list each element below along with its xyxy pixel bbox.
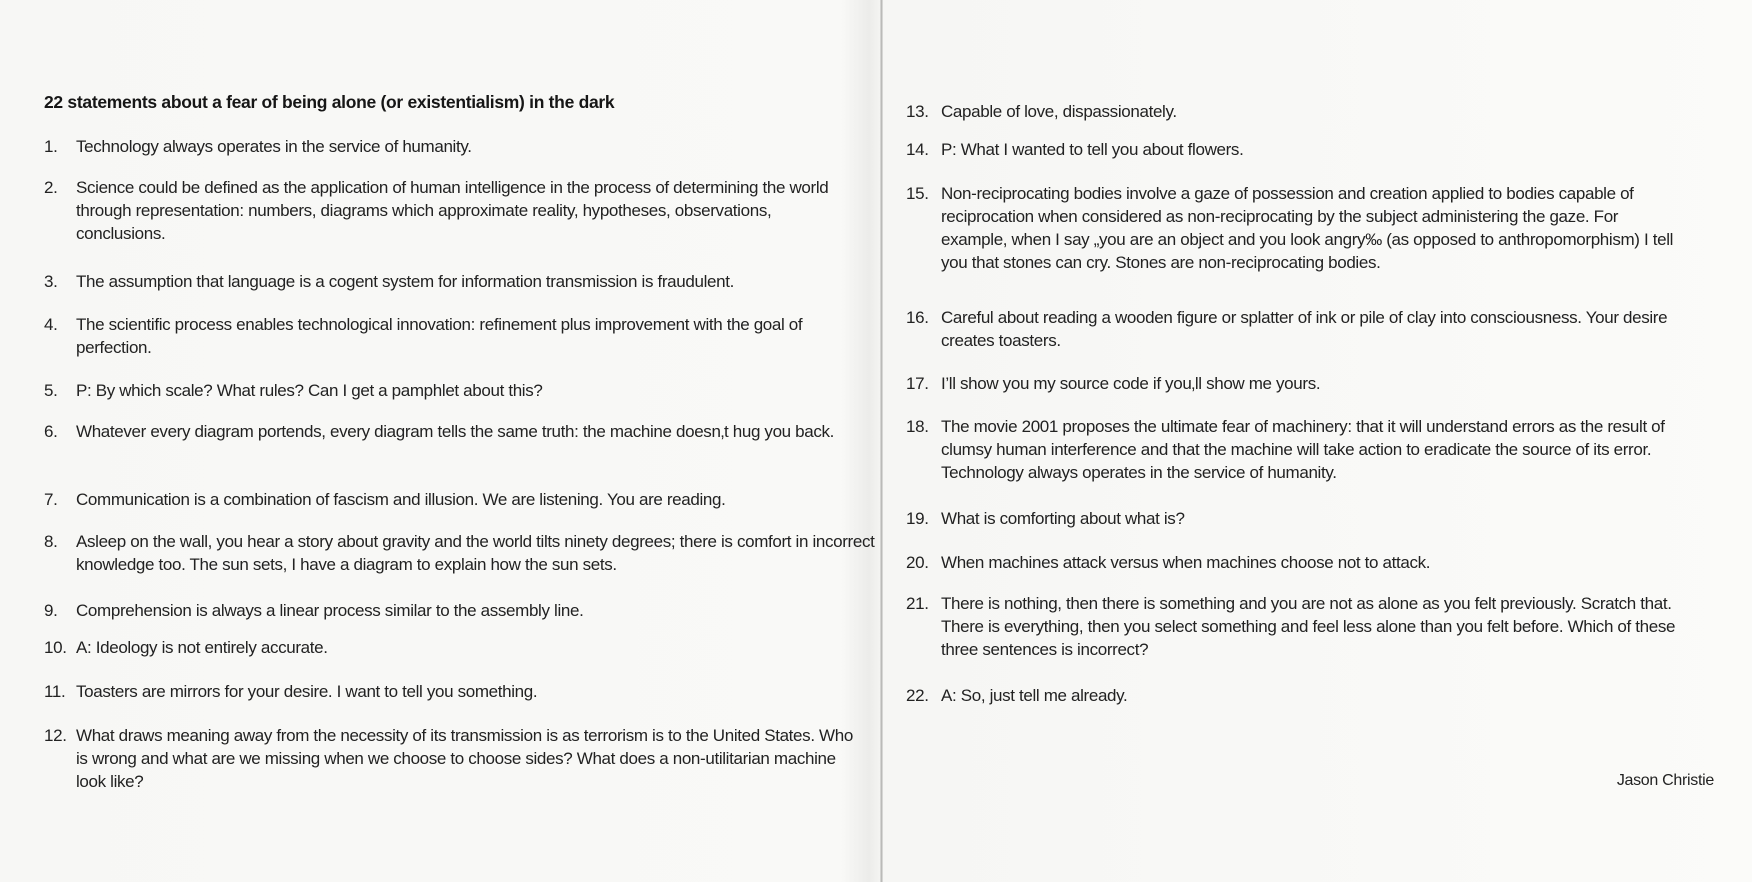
statement-number: 20. xyxy=(906,553,929,572)
statement-text: A: So, just tell me already. xyxy=(941,686,1128,705)
statement-21 xyxy=(906,592,1676,661)
statement-text: P: By which scale? What rules? Can I get a pamphlet about this? xyxy=(76,381,543,400)
statement-text: Toasters are mirrors for your desire. I want to tell you something. xyxy=(76,682,538,701)
statement-17 xyxy=(906,372,1696,395)
statement-text: P: What I wanted to tell you about flowers. xyxy=(941,140,1244,159)
statement-number: 5. xyxy=(44,381,58,400)
statement-19 xyxy=(906,507,1696,530)
statement-12 xyxy=(44,724,864,793)
statement-text: Whatever every diagram portends, every diagram tells the same truth: the machine doesn‚t hug you back. xyxy=(76,422,835,441)
statement-text: The assumption that language is a cogent system for information transmission is fraudulent. xyxy=(76,272,734,291)
statement-text: The scientific process enables technological innovation: refinement plus improvement with the goal of perfection. xyxy=(76,315,803,357)
statement-1 xyxy=(44,135,814,158)
statement-2 xyxy=(44,176,864,245)
statement-number: 2. xyxy=(44,178,58,197)
statement-number: 14. xyxy=(906,140,929,159)
statement-text: Technology always operates in the service of humanity. xyxy=(76,137,472,156)
statement-number: 8. xyxy=(44,532,58,551)
statement-8 xyxy=(44,530,879,576)
statement-text: Capable of love, dispassionately. xyxy=(941,102,1177,121)
statement-text: Comprehension is always a linear process similar to the assembly line. xyxy=(76,601,584,620)
statement-text: Communication is a combination of fascism and illusion. We are listening. You are reading. xyxy=(76,490,726,509)
statement-number: 3. xyxy=(44,272,58,291)
statement-number: 19. xyxy=(906,509,929,528)
statement-4 xyxy=(44,313,854,359)
statement-number: 18. xyxy=(906,417,929,436)
statement-number: 10. xyxy=(44,638,67,657)
statement-22 xyxy=(906,684,1696,707)
statement-9 xyxy=(44,599,814,622)
statement-number: 13. xyxy=(906,102,929,121)
statement-text: Asleep on the wall, you hear a story about gravity and the world tilts ninety degrees; there is comfort in incorrect knowledge too. The sun sets, I have a diagram to explain how the sun sets. xyxy=(76,532,875,574)
statement-text: Non-reciprocating bodies involve a gaze of possession and creation applied to bodies capable of reciprocation when considered as non-reciprocating by the subject administering the gaze. For example, when I say „you are an object and you look angry‰ (as opposed to anthropomorphism) I tell you that stones can cry. Stones are non-reciprocating bodies. xyxy=(941,184,1674,272)
statement-5 xyxy=(44,379,814,402)
statement-number: 9. xyxy=(44,601,58,620)
statement-7 xyxy=(44,488,854,511)
statement-number: 15. xyxy=(906,184,929,203)
statement-11 xyxy=(44,680,814,703)
statement-number: 1. xyxy=(44,137,58,156)
statement-18 xyxy=(906,415,1706,484)
statement-text: Science could be defined as the application of human intelligence in the process of determining the world through representation: numbers, diagrams which approximate reality, hypotheses, observations, conclusions. xyxy=(76,178,829,243)
statement-text: What is comforting about what is? xyxy=(941,509,1185,528)
statement-text: When machines attack versus when machines choose not to attack. xyxy=(941,553,1431,572)
statement-number: 6. xyxy=(44,422,58,441)
author-signature: Jason Christie xyxy=(1616,772,1714,789)
statement-13 xyxy=(906,100,1696,123)
statement-20 xyxy=(906,551,1696,574)
statement-text: Careful about reading a wooden figure or splatter of ink or pile of clay into consciousness. Your desire creates toasters. xyxy=(941,308,1668,350)
statement-number: 22. xyxy=(906,686,929,705)
statement-number: 17. xyxy=(906,374,929,393)
statement-text: The movie 2001 proposes the ultimate fear of machinery: that it will understand errors as the result of clumsy human interference and that the machine will take action to eradicate the source of its error. Technology always operates in the service of humanity. xyxy=(941,417,1665,482)
statement-number: 11. xyxy=(44,682,66,701)
statement-text: I’ll show you my source code if you‚ll show me yours. xyxy=(941,374,1321,393)
statement-number: 12. xyxy=(44,726,67,745)
statement-number: 4. xyxy=(44,315,58,334)
statement-14 xyxy=(906,138,1696,161)
statement-15 xyxy=(906,182,1681,274)
page-title: 22 statements about a fear of being alone (or existentialism) in the dark xyxy=(44,92,615,112)
statement-text: What draws meaning away from the necessity of its transmission is as terrorism is to the United States. Who is wrong and what are we missing when we choose to choose sides? What does a non-utilitarian machine look like? xyxy=(76,726,853,791)
statement-6 xyxy=(44,420,864,443)
page-fold xyxy=(880,0,883,882)
statement-number: 7. xyxy=(44,490,58,509)
statement-text: There is nothing, then there is something and you are not as alone as you felt previously. Scratch that. There is everything, then you select something and feel less alone than you felt before. Which of these three sentences is incorrect? xyxy=(941,594,1676,659)
statement-number: 16. xyxy=(906,308,929,327)
statement-10 xyxy=(44,636,814,659)
statement-16 xyxy=(906,306,1714,352)
statement-number: 21. xyxy=(906,594,929,613)
statement-text: A: Ideology is not entirely accurate. xyxy=(76,638,328,657)
statement-3 xyxy=(44,270,864,293)
